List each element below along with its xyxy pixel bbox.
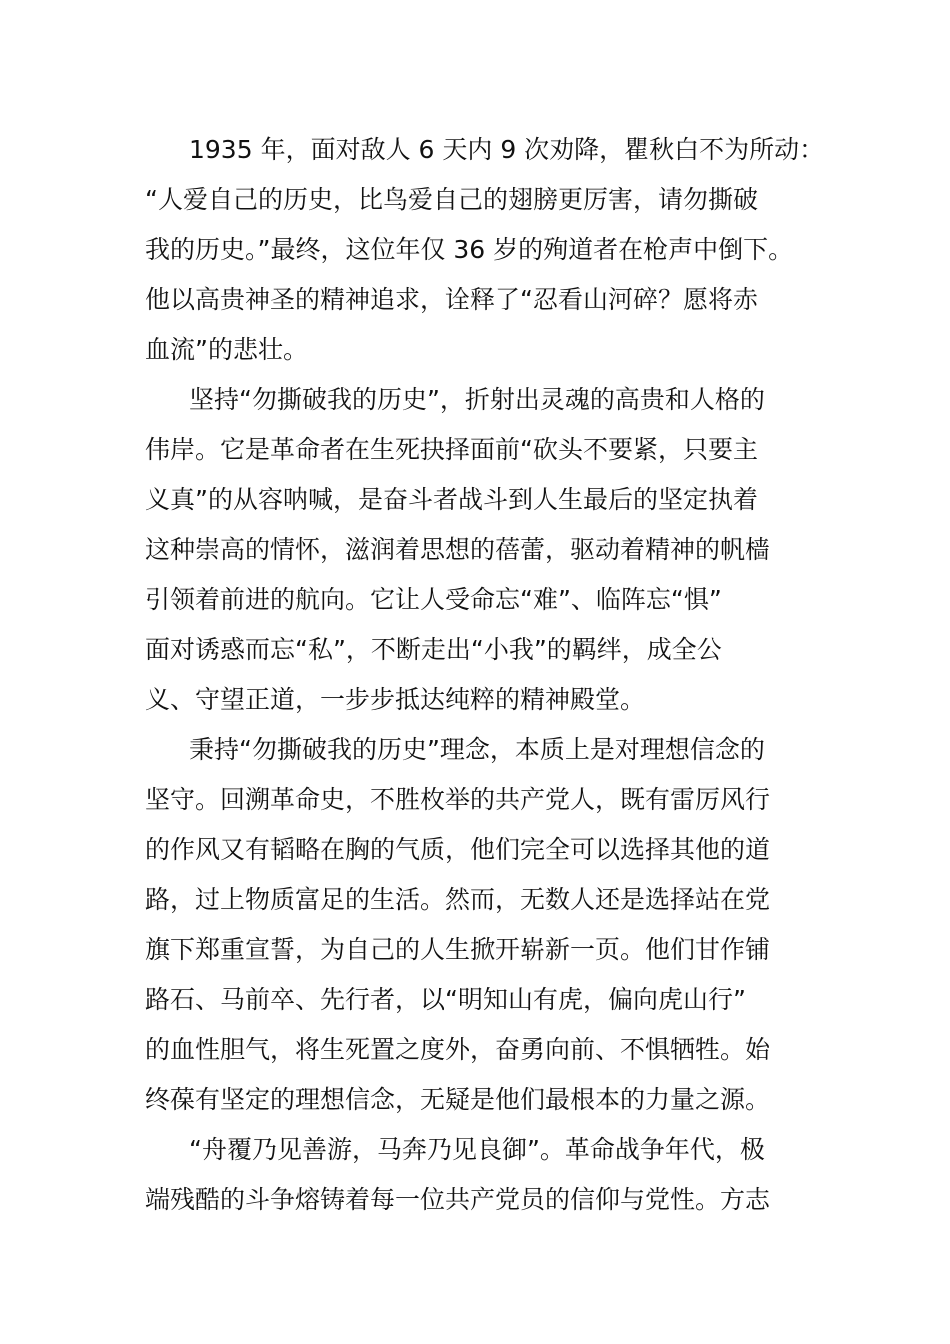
text-line: 秉持“勿撕破我的历史”理念，本质上是对理想信念的 (189, 735, 765, 764)
text-line: 旗下郑重宣誓，为自己的人生掀开崭新一页。他们甘作铺 (145, 935, 771, 964)
text-line: 他以高贵神圣的精神追求，诠释了“忍看山河碎？愿将赤 (145, 285, 758, 314)
text-line: 义真”的从容呐喊，是奋斗者战斗到人生最后的坚定执着 (145, 485, 758, 514)
text-line: 义、守望正道，一步步抵达纯粹的精神殿堂。 (145, 685, 646, 714)
text-line: 我的历史。”最终，这位年仅 36 岁的殉道者在枪声中倒下。 (145, 235, 794, 264)
text-line: “人爱自己的历史，比鸟爱自己的翅膀更厉害，请勿撕破 (145, 185, 758, 214)
text-line: 路，过上物质富足的生活。然而，无数人还是选择站在党 (145, 885, 771, 914)
text-line: 这种崇高的情怀，滋润着思想的蓓蕾，驱动着精神的帆樯 (145, 535, 771, 564)
text-line: 伟岸。它是革命者在生死抉择面前“砍头不要紧，只要主 (145, 435, 758, 464)
text-line: 1935 年，面对敌人 6 天内 9 次劝降，瞿秋白不为所动： (189, 135, 825, 164)
text-line: 路石、马前卒、先行者，以“明知山有虎，偏向虎山行” (145, 985, 746, 1014)
text-line: 的血性胆气，将生死置之度外，奋勇向前、不惧牺牲。始 (145, 1035, 771, 1064)
text-line: “舟覆乃见善游，马奔乃见良御”。革命战争年代，极 (189, 1135, 765, 1164)
text-line: 端残酷的斗争熔铸着每一位共产党员的信仰与党性。方志 (145, 1185, 771, 1214)
text-line: 终葆有坚定的理想信念，无疑是他们最根本的力量之源。 (145, 1085, 771, 1114)
text-line: 的作风又有韬略在胸的气质，他们完全可以选择其他的道 (145, 835, 771, 864)
text-line: 引领着前进的航向。它让人受命忘“难”、临阵忘“惧” (145, 585, 722, 614)
text-line: 血流”的悲壮。 (145, 335, 308, 364)
text-line: 坚持“勿撕破我的历史”，折射出灵魂的高贵和人格的 (189, 385, 765, 414)
text-line: 坚守。回溯革命史，不胜枚举的共产党人，既有雷厉风行 (145, 785, 771, 814)
text-line: 面对诱惑而忘“私”，不断走出“小我”的羁绊，成全公 (145, 635, 722, 664)
